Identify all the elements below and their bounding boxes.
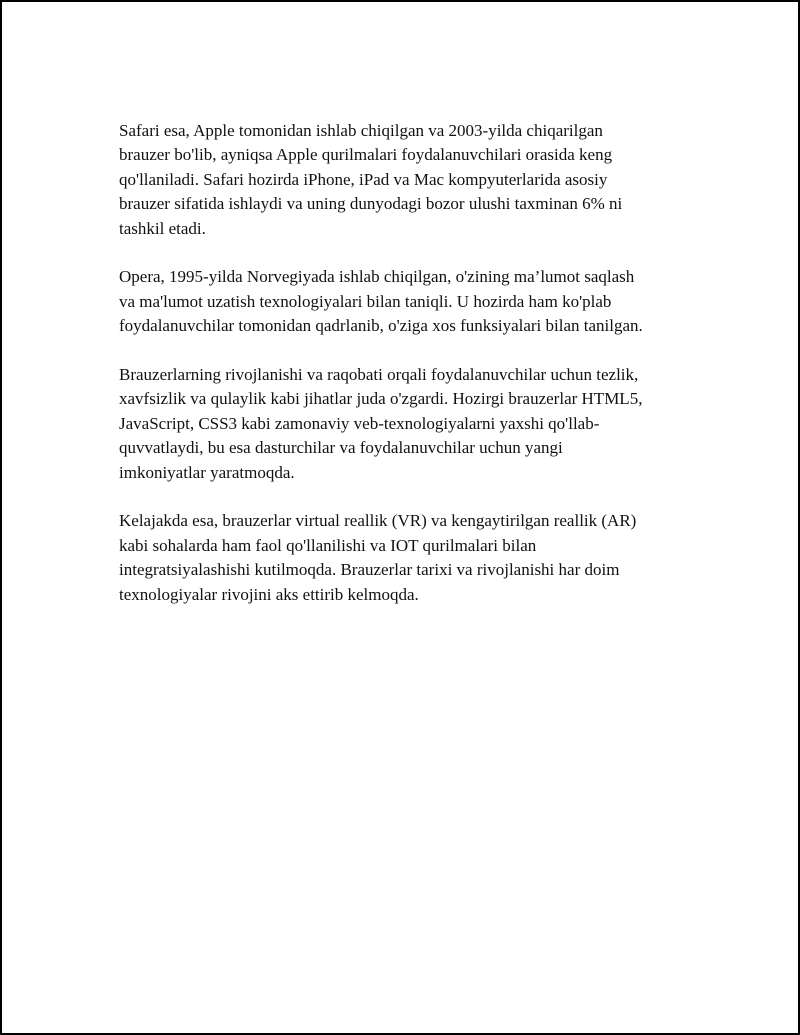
text-line: brauzer sifatida ishlaydi va uning dunyodagi bozor ulushi taxminan 6% ni [119, 194, 623, 214]
text-line: kabi sohalarda ham faol qo'llanilishi va IOT qurilmalari bilan [119, 535, 537, 555]
text-line: tashkil etadi. [119, 218, 206, 238]
text-line: brauzer bo'lib, ayniqsa Apple qurilmalari foydalanuvchilari orasida keng [119, 145, 613, 165]
text-line: Safari esa, Apple tomonidan ishlab chiqilgan va 2003-yilda chiqarilgan [119, 121, 603, 140]
text-line: foydalanuvchilar tomonidan qadrlanib, o'ziga xos funksiyalari bilan tanilgan. [119, 316, 643, 336]
paragraph-browser-development [119, 363, 699, 485]
text-line: imkoniyatlar yaratmoqda. [119, 462, 295, 482]
paragraph-future [119, 509, 699, 607]
paragraph-safari [119, 119, 699, 241]
text-line: integratsiyalashishi kutilmoqda. Brauzerlar tarixi va rivojlanishi har doim [119, 560, 620, 580]
text-line: xavfsizlik va qulaylik kabi jihatlar juda o'zgardi. Hozirgi brauzerlar HTML5, [119, 389, 643, 409]
text-line: qo'llaniladi. Safari hozirda iPhone, iPad va Mac kompyuterlarida asosiy [119, 169, 608, 189]
text-line: va ma'lumot uzatish texnologiyalari bilan taniqli. U hozirda ham ko'plab [119, 291, 612, 311]
document-body [119, 119, 699, 631]
paragraph-opera [119, 265, 699, 338]
text-line: quvvatlaydi, bu esa dasturchilar va foydalanuvchilar uchun yangi [119, 438, 563, 458]
text-line: Opera, 1995-yilda Norvegiyada ishlab chiqilgan, o'zining ma’lumot saqlash [119, 267, 635, 287]
text-line: Kelajakda esa, brauzerlar virtual reallik (VR) va kengaytirilgan reallik (AR) [119, 511, 637, 531]
text-line: Brauzerlarning rivojlanishi va raqobati orqali foydalanuvchilar uchun tezlik, [119, 365, 639, 385]
text-line: JavaScript, CSS3 kabi zamonaviy veb-texnologiyalarni yaxshi qo'llab- [119, 413, 600, 433]
text-line: texnologiyalar rivojini aks ettirib kelmoqda. [119, 584, 419, 604]
